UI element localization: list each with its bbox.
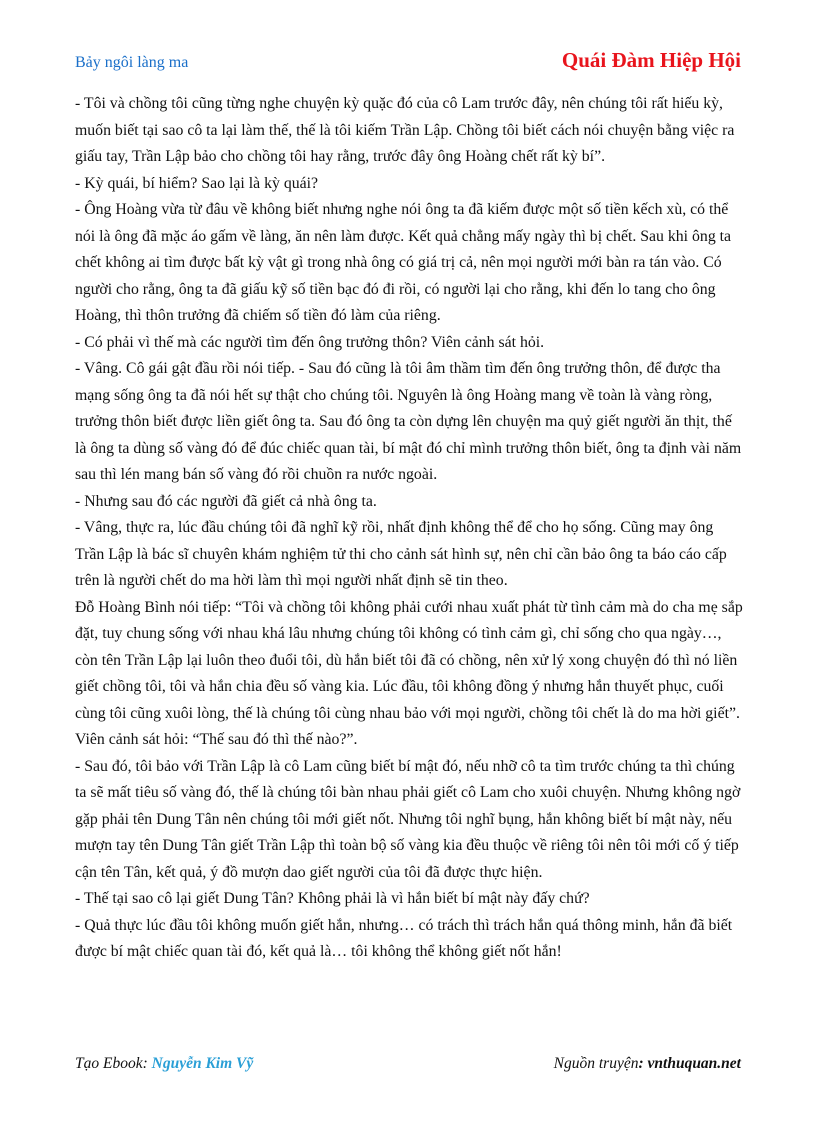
page-header [75,48,741,76]
paragraph: - Sau đó, tôi bảo với Trần Lập là cô Lam cũng biết bí mật đó, nếu nhỡ cô ta tìm trước chúng ta thì chúng ta sẽ mất tiêu số vàng đó, thế là chúng tôi bàn nhau phải giết cô Lam cho xuôi chuyện. Nhưng không ngờ gặp phải tên Dung Tân nên chúng tôi mới giết nốt. Nhưng tôi nghĩ bụng, hắn không biết bí mật này, nếu mượn tay tên Dung Tân giết Trần Lập thì toàn bộ số vàng kia đều thuộc về riêng tôi nên tôi mới cố ý tiếp cận tên Tân, kết quả, ý đồ mượn dao giết người của tôi đã được thực hiện. [75,757,741,881]
paragraph: Viên cảnh sát hỏi: “Thế sau đó thì thế nào?”. [75,731,358,748]
paragraph: - Kỳ quái, bí hiểm? Sao lại là kỳ quái? [75,174,319,192]
brand-title: Quái Đàm Hiệp Hội [561,48,741,72]
credit-label: Tạo Ebook [75,1055,143,1072]
source-name: vnthuquan.net [647,1055,741,1072]
paragraph: - Nhưng sau đó các người đã giết cả nhà ông ta. [75,492,377,510]
book-title: Bảy ngôi làng ma [75,54,189,71]
paragraph: - Quả thực lúc đầu tôi không muốn giết hắn, nhưng… có trách thì trách hắn quá thông minh, hắn đã biết được bí mật chiếc quan tài đó, kết quả là… tôi không thể không giết nốt hắn! [75,916,733,960]
story-source [554,1055,741,1073]
page-body [75,91,745,966]
paragraph: Đỗ Hoàng Bình nói tiếp: “Tôi và chồng tôi không phải cưới nhau xuất phát từ tình cảm mà do cha mẹ sắp đặt, tuy chung sống với nhau khá lâu nhưng chúng tôi không có tình cảm gì, chỉ sống cho qua ngày…, còn tên Trần Lập lại luôn theo đuổi tôi, dù hắn biết tôi đã có chồng, nên xử lý xong chuyện đó thì nó liền giết chồng tôi, tôi và hắn chia đều số vàng kia. Lúc đầu, tôi không đồng ý nhưng hắn thuyết phục, cuối cùng tôi cũng xuôi lòng, thế là chúng tôi cùng nhau bảo với mọi người, chồng tôi chết là do ma hời giết”. [75,598,743,722]
paragraph: - Tôi và chồng tôi cũng từng nghe chuyện kỳ quặc đó của cô Lam trước đây, nên chúng tôi rất hiếu kỳ, muốn biết tại sao cô ta lại làm thế, thế là tôi kiếm Trần Lập. Chồng tôi biết cách nói chuyện bằng việc ra giấu tay, Trần Lập bảo cho chồng tôi hay rằng, trước đây ông Hoàng chết rất kỳ bí”. [75,95,735,165]
paragraph: - Có phải vì thế mà các người tìm đến ông trưởng thôn? Viên cảnh sát hỏi. [75,333,545,351]
page-footer [75,1055,741,1077]
paragraph: - Vâng, thực ra, lúc đầu chúng tôi đã nghĩ kỹ rồi, nhất định không thể để cho họ sống. Cũng may ông Trần Lập là bác sĩ chuyên khám nghiệm tử thi cho cảnh sát hình sự, nên chỉ cần bảo ông ta báo cáo cấp trên là người chết do ma hời làm thì mọi người nhất định sẽ tin theo. [75,519,727,589]
credit-separator: : [142,1055,152,1072]
ebook-credit [75,1055,253,1073]
source-label: Nguồn truyện [553,1055,639,1072]
paragraph: - Ông Hoàng vừa từ đâu về không biết nhưng nghe nói ông ta đã kiếm được một số tiền kếch xù, có thể nói là ông đã mặc áo gấm về làng, ăn nên làm được. Kết quả chẳng mấy ngày thì bị chết. Sau khi ông ta chết không ai tìm được bất kỳ vật gì trong nhà ông có giá trị cả, nên mọi người mới bàn ra tán vào. Có người cho rằng, ông ta đã giấu kỹ số tiền bạc đó đi rồi, có người lại cho rằng, khi đến lo tang cho ông Hoàng, thì thôn trưởng đã chiếm số tiền đó làm của riêng. [75,201,732,324]
paragraph: - Thế tại sao cô lại giết Dung Tân? Không phải là vì hắn biết bí mật này đấy chứ? [75,890,590,907]
credit-name: Nguyễn Kim Vỹ [151,1055,254,1072]
source-separator: : [638,1055,648,1072]
paragraph: - Vâng. Cô gái gật đầu rồi nói tiếp. - Sau đó cũng là tôi âm thầm tìm đến ông trưởng thôn, để được tha mạng sống ông ta đã nói hết sự thật cho chúng tôi. Nguyên là ông Hoàng mang về toàn là vàng ròng, trưởng thôn biết được liền giết ông ta. Sau đó ông ta còn dựng lên chuyện ma quỷ giết người ăn thịt, thế là ông ta dùng số vàng đó để đúc chiếc quan tài, bí mật đó chỉ mình trưởng thôn biết, ông ta định vài năm sau thì lén mang bán số vàng đó rồi chuồn ra nước ngoài. [75,360,742,483]
